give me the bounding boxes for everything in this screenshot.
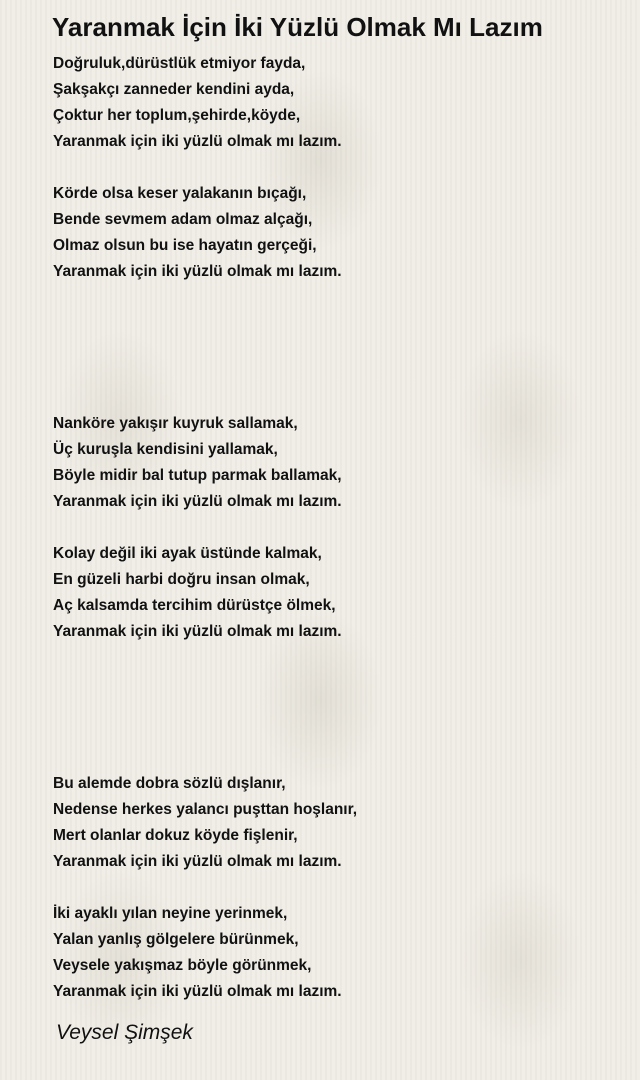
stanza-4 bbox=[53, 541, 342, 645]
poem-line: Çoktur her toplum,şehirde,köyde, bbox=[53, 107, 301, 124]
poem-line: Kolay değil iki ayak üstünde kalmak, bbox=[53, 545, 322, 562]
poem-line: Nedense herkes yalancı puşttan hoşlanır, bbox=[53, 801, 358, 818]
poem-line: İki ayaklı yılan neyine yerinmek, bbox=[53, 905, 288, 922]
stanza-6 bbox=[53, 901, 342, 1005]
poem-author: Veysel Şimşek bbox=[56, 1021, 193, 1044]
poem-line: Yaranmak için iki yüzlü olmak mı lazım. bbox=[53, 133, 342, 150]
poem-line: Mert olanlar dokuz köyde fişlenir, bbox=[53, 827, 298, 844]
poem-line: Böyle midir bal tutup parmak ballamak, bbox=[53, 467, 342, 484]
poem-line: Yaranmak için iki yüzlü olmak mı lazım. bbox=[53, 493, 342, 510]
stanza-2 bbox=[53, 181, 342, 285]
poem-line: Üç kuruşla kendisini yallamak, bbox=[53, 441, 278, 458]
poem-line: En güzeli harbi doğru insan olmak, bbox=[53, 571, 310, 588]
poem-line: Yaranmak için iki yüzlü olmak mı lazım. bbox=[53, 983, 342, 1000]
poem-line: Nanköre yakışır kuyruk sallamak, bbox=[53, 415, 298, 432]
poem-line: Doğruluk,dürüstlük etmiyor fayda, bbox=[53, 55, 306, 72]
stanza-1 bbox=[53, 51, 342, 155]
poem-line: Yaranmak için iki yüzlü olmak mı lazım. bbox=[53, 623, 342, 640]
stanza-3 bbox=[53, 411, 342, 515]
poem-title: Yaranmak İçin İki Yüzlü Olmak Mı Lazım bbox=[52, 12, 543, 42]
poem-line: Körde olsa keser yalakanın bıçağı, bbox=[53, 185, 307, 202]
poem-line: Yalan yanlış gölgelere bürünmek, bbox=[53, 931, 299, 948]
poem-line: Veysele yakışmaz böyle görünmek, bbox=[53, 957, 312, 974]
stanza-5 bbox=[53, 771, 357, 875]
poem-line: Yaranmak için iki yüzlü olmak mı lazım. bbox=[53, 853, 342, 870]
poem-line: Olmaz olsun bu ise hayatın gerçeği, bbox=[53, 237, 317, 254]
poem-line: Bende sevmem adam olmaz alçağı, bbox=[53, 211, 313, 228]
poem-line: Şakşakçı zanneder kendini ayda, bbox=[53, 81, 295, 98]
poem-line: Bu alemde dobra sözlü dışlanır, bbox=[53, 775, 286, 792]
poem-line: Aç kalsamda tercihim dürüstçe ölmek, bbox=[53, 597, 336, 614]
poem-line: Yaranmak için iki yüzlü olmak mı lazım. bbox=[53, 263, 342, 280]
